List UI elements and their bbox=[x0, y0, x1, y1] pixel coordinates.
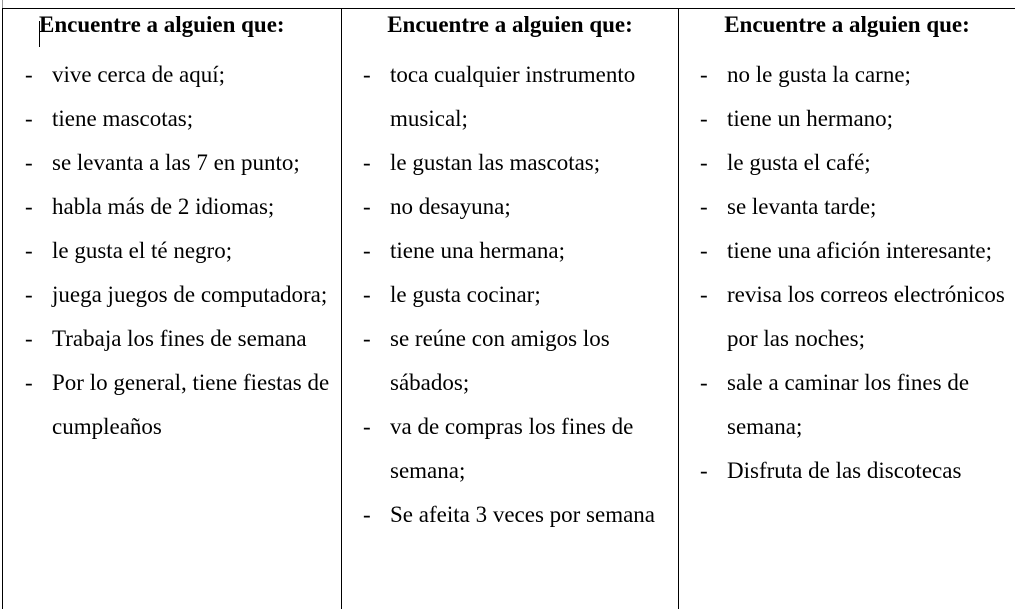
list-item[interactable] bbox=[3, 229, 341, 273]
list-item-text: tiene una afición interesante; bbox=[727, 238, 993, 263]
list-item[interactable] bbox=[679, 449, 1015, 493]
dash-bullet: - bbox=[363, 62, 371, 87]
list-item[interactable] bbox=[342, 493, 678, 537]
dash-bullet: - bbox=[700, 282, 708, 307]
list-item-text: se levanta tarde; bbox=[727, 194, 877, 219]
list-item[interactable] bbox=[342, 317, 678, 405]
list-item[interactable] bbox=[342, 141, 678, 185]
list-item[interactable] bbox=[679, 229, 1015, 273]
dash-bullet: - bbox=[363, 326, 371, 351]
list-item[interactable] bbox=[3, 53, 341, 97]
dash-bullet: - bbox=[25, 326, 33, 351]
list-item[interactable] bbox=[3, 361, 341, 449]
dash-bullet: - bbox=[700, 62, 708, 87]
list-item[interactable] bbox=[342, 405, 678, 493]
criteria-list bbox=[342, 53, 678, 537]
dash-bullet: - bbox=[25, 150, 33, 175]
list-item[interactable] bbox=[342, 53, 678, 141]
list-item-text: juega juegos de computadora; bbox=[52, 282, 328, 307]
table-column-1 bbox=[3, 9, 342, 609]
list-item-text: no desayuna; bbox=[390, 194, 511, 219]
list-item-text: Se afeita 3 veces por semana bbox=[390, 502, 656, 527]
list-item-text: toca cualquier instrumento musical; bbox=[390, 62, 636, 131]
list-item-text: Por lo general, tiene fiestas de cumpleaños bbox=[52, 370, 330, 439]
list-item[interactable] bbox=[3, 141, 341, 185]
list-item-text: Disfruta de las discotecas bbox=[727, 458, 962, 483]
dash-bullet: - bbox=[700, 150, 708, 175]
list-item-text: Trabaja los fines de semana bbox=[52, 326, 307, 351]
dash-bullet: - bbox=[25, 282, 33, 307]
list-item-text: se reúne con amigos los sábados; bbox=[390, 326, 610, 395]
dash-bullet: - bbox=[25, 194, 33, 219]
criteria-list bbox=[3, 53, 341, 449]
dash-bullet: - bbox=[363, 502, 371, 527]
dash-bullet: - bbox=[700, 106, 708, 131]
list-item-text: tiene un hermano; bbox=[727, 106, 894, 131]
dash-bullet: - bbox=[700, 370, 708, 395]
list-item[interactable] bbox=[679, 97, 1015, 141]
list-item-text: vive cerca de aquí; bbox=[52, 62, 226, 87]
list-item[interactable] bbox=[342, 273, 678, 317]
dash-bullet: - bbox=[700, 238, 708, 263]
list-item[interactable] bbox=[679, 185, 1015, 229]
list-item-text: revisa los correos electrónicos por las noches; bbox=[727, 282, 1005, 351]
activity-table bbox=[2, 8, 1015, 609]
dash-bullet: - bbox=[700, 458, 708, 483]
list-item-text: le gusta el té negro; bbox=[52, 238, 233, 263]
criteria-list bbox=[679, 53, 1015, 493]
table-corner-marker bbox=[2, 0, 3, 8]
list-item-text: le gusta cocinar; bbox=[390, 282, 541, 307]
list-item[interactable] bbox=[3, 97, 341, 141]
column-header[interactable]: Encuentre a alguien que: bbox=[387, 12, 633, 37]
list-item-text: le gusta el café; bbox=[727, 150, 871, 175]
list-item-text: no le gusta la carne; bbox=[727, 62, 911, 87]
list-item[interactable] bbox=[679, 53, 1015, 97]
dash-bullet: - bbox=[25, 238, 33, 263]
column-header[interactable]: Encuentre a alguien que: bbox=[39, 12, 285, 37]
list-item[interactable] bbox=[3, 185, 341, 229]
column-header[interactable]: Encuentre a alguien que: bbox=[724, 12, 970, 37]
list-item[interactable] bbox=[3, 317, 341, 361]
list-item[interactable] bbox=[679, 361, 1015, 449]
dash-bullet: - bbox=[25, 370, 33, 395]
dash-bullet: - bbox=[25, 62, 33, 87]
dash-bullet: - bbox=[25, 106, 33, 131]
table-column-3 bbox=[679, 9, 1015, 609]
list-item-text: tiene una hermana; bbox=[390, 238, 565, 263]
dash-bullet: - bbox=[363, 282, 371, 307]
dash-bullet: - bbox=[363, 238, 371, 263]
dash-bullet: - bbox=[700, 194, 708, 219]
list-item[interactable] bbox=[679, 141, 1015, 185]
dash-bullet: - bbox=[363, 194, 371, 219]
list-item-text: tiene mascotas; bbox=[52, 106, 194, 131]
list-item-text: se levanta a las 7 en punto; bbox=[52, 150, 300, 175]
list-item[interactable] bbox=[679, 273, 1015, 361]
list-item-text: sale a caminar los fines de semana; bbox=[727, 370, 970, 439]
list-item[interactable] bbox=[3, 273, 341, 317]
dash-bullet: - bbox=[363, 150, 371, 175]
list-item[interactable] bbox=[342, 185, 678, 229]
list-item[interactable] bbox=[342, 229, 678, 273]
list-item-text: va de compras los fines de semana; bbox=[390, 414, 634, 483]
table-column-2 bbox=[342, 9, 679, 609]
dash-bullet: - bbox=[363, 414, 371, 439]
list-item-text: habla más de 2 idiomas; bbox=[52, 194, 275, 219]
list-item-text: le gustan las mascotas; bbox=[390, 150, 601, 175]
